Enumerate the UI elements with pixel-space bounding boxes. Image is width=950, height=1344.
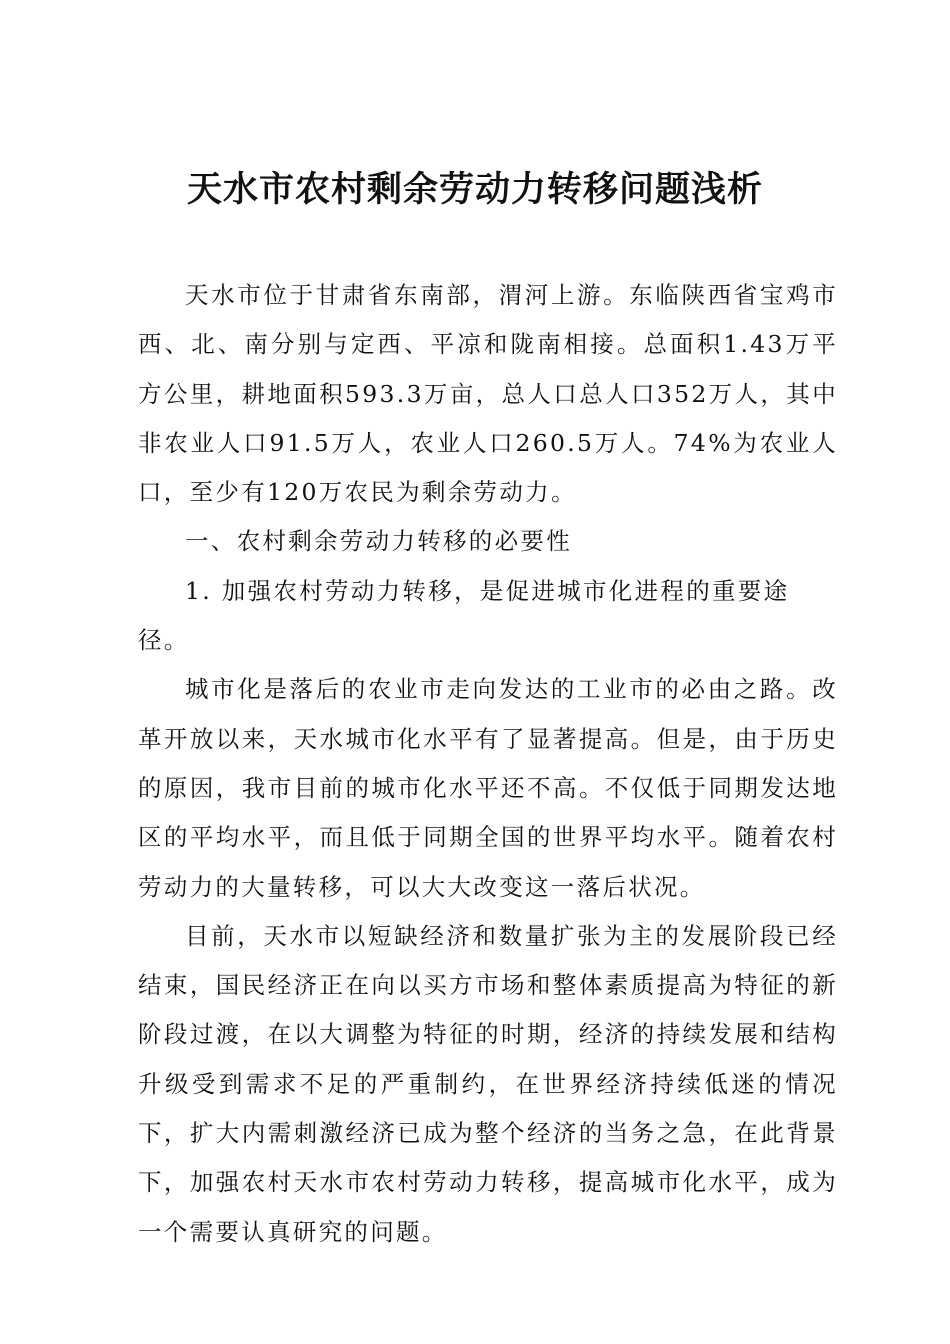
document-body	[138, 271, 838, 1257]
paragraph-intro: 天水市位于甘肃省东南部，渭河上游。东临陕西省宝鸡市西、北、南分别与定西、平凉和陇南相接。总面积1.43万平方公里，耕地面积593.3万亩，总人口总人口352万人，其中非农业人口91.5万人，农业人口260.5万人。74%为农业人口，至少有120万农民为剩余劳动力。	[138, 281, 838, 507]
document-title: 天水市农村剩余劳动力转移问题浅析	[186, 169, 763, 210]
section-heading: 一、农村剩余劳动力转移的必要性	[185, 527, 572, 556]
subsection-heading: 1. 加强农村劳动力转移，是促进城市化进程的重要途径。	[138, 576, 790, 655]
paragraph-urbanization: 城市化是落后的农业市走向发达的工业市的必由之路。改革开放以来，天水城市化水平有了显著提高。但是，由于历史的原因，我市目前的城市化水平还不高。不仅低于同期发达地区的平均水平，而且低于同期全国的世界平均水平。随着农村劳动力的大量转移，可以大大改变这一落后状况。	[138, 675, 838, 901]
paragraph-economy: 目前，天水市以短缺经济和数量扩张为主的发展阶段已经结束，国民经济正在向以买方市场和整体素质提高为特征的新阶段过渡，在以大调整为特征的时期，经济的持续发展和结构升级受到需求不足的严重制约，在世界经济持续低迷的情况下，扩大内需刺激经济已成为整个经济的当务之急，在此背景下，加强农村天水市农村劳动力转移，提高城市化水平，成为一个需要认真研究的问题。	[138, 921, 838, 1246]
